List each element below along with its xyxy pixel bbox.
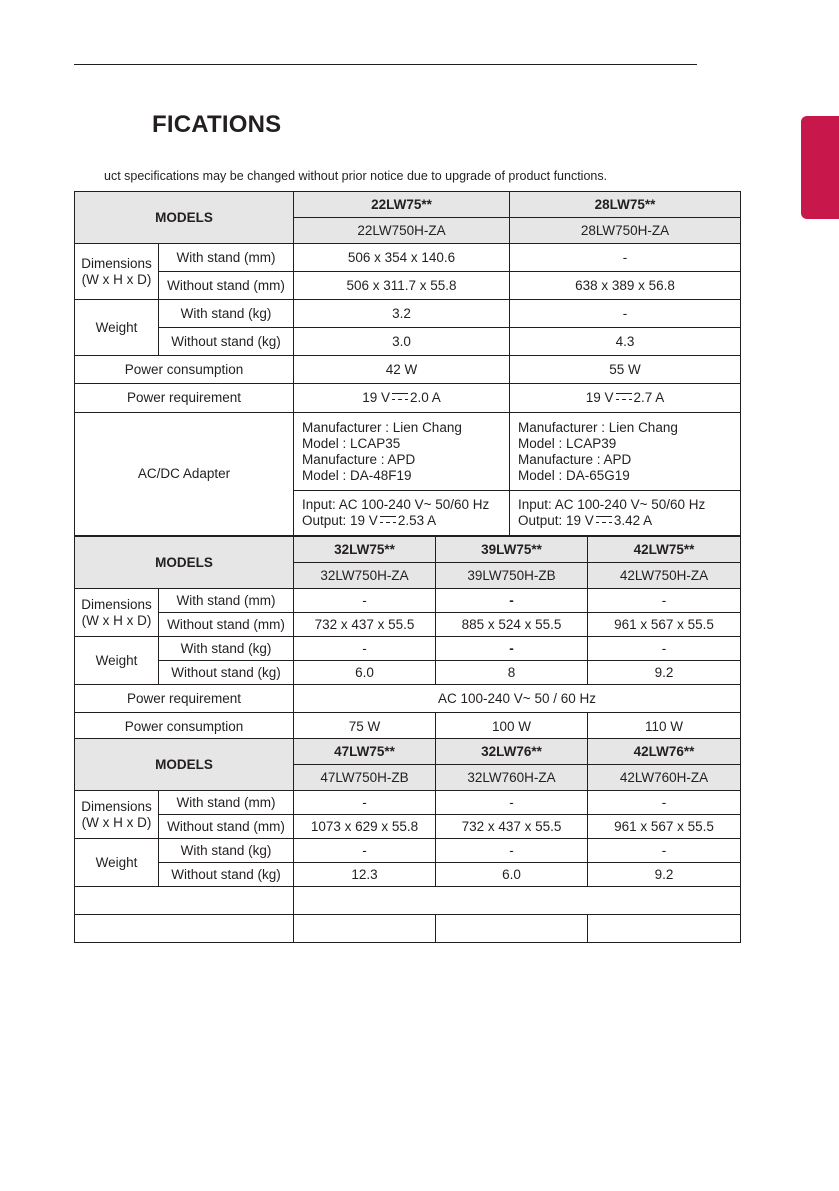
- value-cell: 506 x 354 x 140.6: [294, 244, 510, 272]
- empty-value-cell: [294, 915, 436, 943]
- with-stand-mm-label: With stand (mm): [159, 244, 294, 272]
- with-stand-kg-label: With stand (kg): [159, 839, 294, 863]
- value-cell: 961 x 567 x 55.5: [588, 613, 741, 637]
- power-requirement-label: Power requirement: [75, 384, 294, 413]
- value-cell: -: [588, 589, 741, 613]
- value-cell: 6.0: [294, 661, 436, 685]
- value-cell: 9.2: [588, 661, 741, 685]
- weight-label: Weight: [75, 839, 159, 887]
- value-cell: 732 x 437 x 55.5: [294, 613, 436, 637]
- power-consumption-label: Power consumption: [75, 713, 294, 741]
- value-cell: 1073 x 629 x 55.8: [294, 815, 436, 839]
- dc-symbol-icon: [616, 393, 632, 400]
- model-cell: 28LW750H-ZA: [510, 218, 741, 244]
- value-cell: -: [294, 791, 436, 815]
- value-cell: 12.3: [294, 863, 436, 887]
- value-cell: -: [510, 244, 741, 272]
- dimensions-label: Dimensions (W x H x D): [75, 791, 159, 839]
- power-requirement-value: 19 V 2.0 A: [294, 384, 510, 413]
- value-cell: 100 W: [436, 713, 588, 741]
- value-cell: 3.2: [294, 300, 510, 328]
- power-requirement-label: Power requirement: [75, 685, 294, 713]
- spec-table-1: [74, 191, 741, 536]
- models-header: MODELS: [75, 192, 294, 244]
- empty-value-cell: [436, 915, 588, 943]
- adapter-io: Input: AC 100-240 V~ 50/60 Hz Output: 19 V 2.53 A: [294, 491, 510, 536]
- power-consumption-label: Power consumption: [75, 356, 294, 384]
- without-stand-kg-label: Without stand (kg): [159, 863, 294, 887]
- empty-value-cell: [588, 915, 741, 943]
- value-cell: -: [436, 791, 588, 815]
- model-cell: 22LW750H-ZA: [294, 218, 510, 244]
- value-cell: 9.2: [588, 863, 741, 887]
- value-cell: 961 x 567 x 55.5: [588, 815, 741, 839]
- value-cell: 3.0: [294, 328, 510, 356]
- series-cell: 42LW75**: [588, 537, 741, 563]
- spec-notice: uct specifications may be changed without prior notice due to upgrade of product functions.: [104, 169, 608, 183]
- without-stand-mm-label: Without stand (mm): [159, 613, 294, 637]
- weight-label: Weight: [75, 637, 159, 685]
- empty-label-cell: [75, 915, 294, 943]
- spec-table-2: [74, 536, 741, 741]
- value-cell: 885 x 524 x 55.5: [436, 613, 588, 637]
- model-cell: 39LW750H-ZB: [436, 563, 588, 589]
- with-stand-mm-label: With stand (mm): [159, 791, 294, 815]
- series-cell: 22LW75**: [294, 192, 510, 218]
- dc-symbol-icon: [596, 516, 612, 523]
- page-title: FICATIONS: [152, 111, 282, 138]
- dc-symbol-icon: [380, 516, 396, 523]
- value-cell: -: [510, 300, 741, 328]
- without-stand-kg-label: Without stand (kg): [159, 328, 294, 356]
- model-cell: 32LW750H-ZA: [294, 563, 436, 589]
- power-requirement-value: AC 100-240 V~ 50 / 60 Hz: [294, 685, 741, 713]
- without-stand-mm-label: Without stand (mm): [159, 272, 294, 300]
- models-header: MODELS: [75, 739, 294, 791]
- value-cell: -: [294, 637, 436, 661]
- series-cell: 42LW76**: [588, 739, 741, 765]
- value-cell: 75 W: [294, 713, 436, 741]
- value-cell: 732 x 437 x 55.5: [436, 815, 588, 839]
- series-cell: 39LW75**: [436, 537, 588, 563]
- value-cell: -: [436, 839, 588, 863]
- model-cell: 47LW750H-ZB: [294, 765, 436, 791]
- power-requirement-value: 19 V 2.7 A: [510, 384, 741, 413]
- dimensions-label: Dimensions (W x H x D): [75, 589, 159, 637]
- value-cell: -: [588, 791, 741, 815]
- dimensions-label: Dimensions (W x H x D): [75, 244, 159, 300]
- models-header: MODELS: [75, 537, 294, 589]
- series-cell: 47LW75**: [294, 739, 436, 765]
- adapter-info: Manufacturer : Lien Chang Model : LCAP39 Manufacture : APD Model : DA-65G19: [510, 413, 741, 491]
- empty-label-cell: [75, 887, 294, 915]
- series-cell: 28LW75**: [510, 192, 741, 218]
- empty-value-cell: [294, 887, 741, 915]
- value-cell: -: [436, 589, 588, 613]
- language-tab: [801, 116, 839, 219]
- value-cell: 110 W: [588, 713, 741, 741]
- value-cell: 4.3: [510, 328, 741, 356]
- dc-symbol-icon: [392, 393, 408, 400]
- value-cell: 42 W: [294, 356, 510, 384]
- value-cell: -: [588, 839, 741, 863]
- value-cell: -: [436, 637, 588, 661]
- with-stand-kg-label: With stand (kg): [159, 637, 294, 661]
- value-cell: -: [294, 589, 436, 613]
- spec-table-3: [74, 738, 741, 943]
- weight-label: Weight: [75, 300, 159, 356]
- adapter-info: Manufacturer : Lien Chang Model : LCAP35 Manufacture : APD Model : DA-48F19: [294, 413, 510, 491]
- value-cell: 638 x 389 x 56.8: [510, 272, 741, 300]
- value-cell: 8: [436, 661, 588, 685]
- series-cell: 32LW75**: [294, 537, 436, 563]
- without-stand-mm-label: Without stand (mm): [159, 815, 294, 839]
- model-cell: 42LW750H-ZA: [588, 563, 741, 589]
- without-stand-kg-label: Without stand (kg): [159, 661, 294, 685]
- value-cell: -: [294, 839, 436, 863]
- with-stand-mm-label: With stand (mm): [159, 589, 294, 613]
- model-cell: 42LW760H-ZA: [588, 765, 741, 791]
- header-rule: [74, 64, 697, 65]
- value-cell: 6.0: [436, 863, 588, 887]
- with-stand-kg-label: With stand (kg): [159, 300, 294, 328]
- series-cell: 32LW76**: [436, 739, 588, 765]
- value-cell: 506 x 311.7 x 55.8: [294, 272, 510, 300]
- model-cell: 32LW760H-ZA: [436, 765, 588, 791]
- value-cell: -: [588, 637, 741, 661]
- adapter-io: Input: AC 100-240 V~ 50/60 Hz Output: 19 V 3.42 A: [510, 491, 741, 536]
- adapter-label: AC/DC Adapter: [75, 413, 294, 536]
- value-cell: 55 W: [510, 356, 741, 384]
